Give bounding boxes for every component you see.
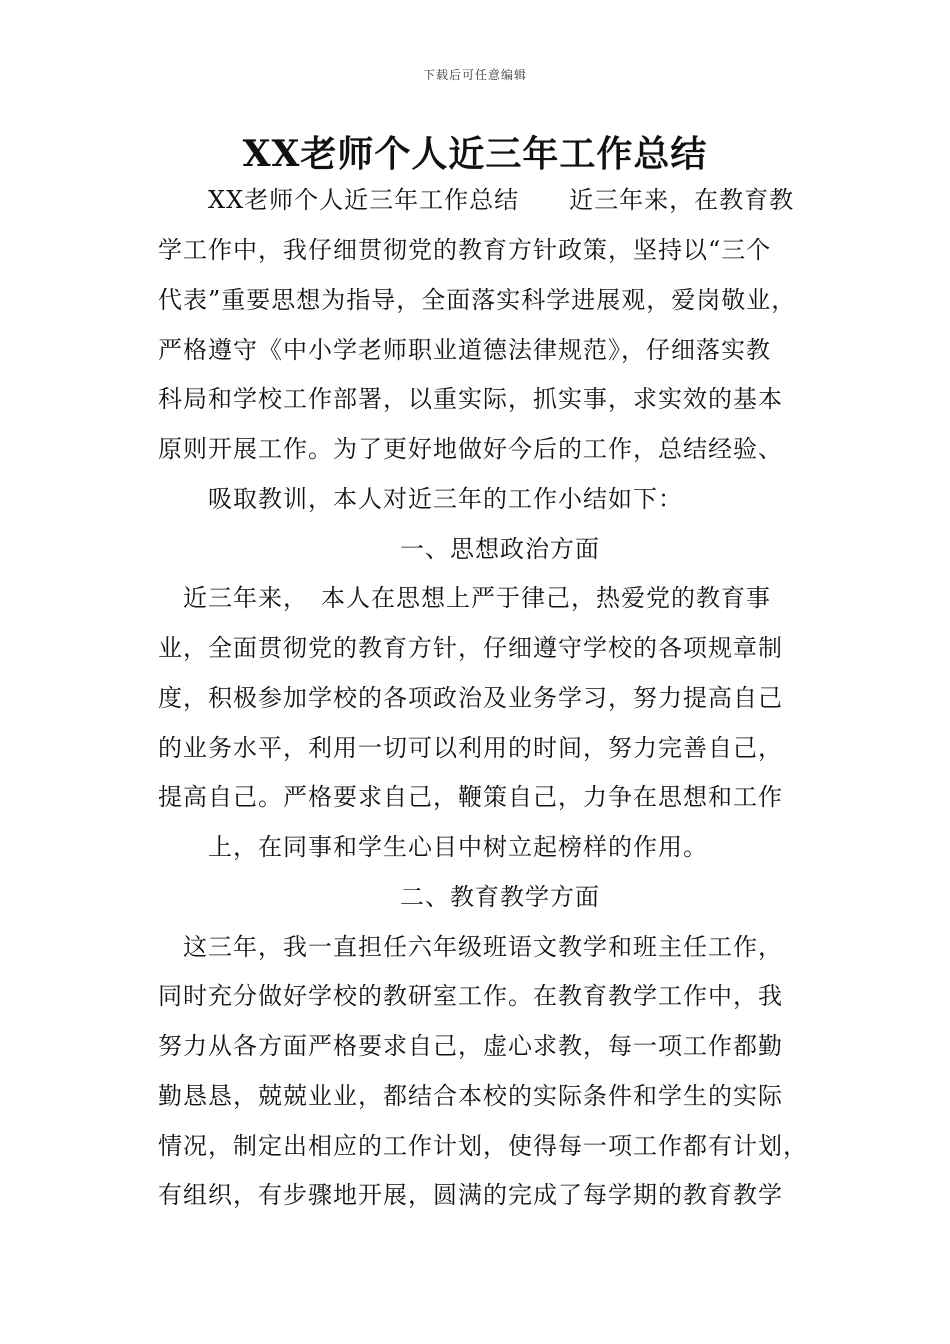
body-line: 近三年来， 本人在思想上严于律己，热爱党的教育事 [158, 584, 771, 612]
body-line: 努力从各方面严格要求自己，虚心求教，每一项工作都勤 [158, 1032, 783, 1060]
section-heading: 二、教育教学方面 [400, 883, 600, 911]
body-line: 提高自己。严格要求自己，鞭策自己，力争在思想和工作 [158, 783, 783, 811]
document-title: XX老师个人近三年工作总结 [242, 133, 708, 175]
body-line: 严格遵守《中小学老师职业道德法律规范》，仔细落实教 [158, 336, 771, 364]
body-line: 业，全面贯彻党的教育方针，仔细遵守学校的各项规章制 [158, 634, 783, 662]
body-line: 学工作中，我仔细贯彻党的教育方针政策，坚持以“三个 [158, 236, 772, 264]
body-line: 代表”重要思想为指导，全面落实科学进展观，爱岗敬业， [158, 286, 797, 314]
body-line: 有组织，有步骤地开展，圆满的完成了每学期的教育教学 [158, 1181, 783, 1209]
body-line: 科局和学校工作部署，以重实际，抓实事，求实效的基本 [158, 385, 783, 413]
body-line: 上，在同事和学生心目中树立起榜样的作用。 [158, 833, 708, 861]
body-line: 度，积极参加学校的各项政治及业务学习，努力提高自己 [158, 684, 783, 712]
body-line: XX老师个人近三年工作总结 近三年来，在教育教 [158, 186, 795, 214]
body-line: 情况，制定出相应的工作计划，使得每一项工作都有计划， [158, 1132, 808, 1160]
body-line: 这三年，我一直担任六年级班语文教学和班主任工作， [158, 933, 783, 961]
section-heading: 一、思想政治方面 [400, 535, 600, 563]
body-line: 同时充分做好学校的教研室工作。在教育教学工作中，我 [158, 982, 783, 1010]
body-line: 勤恳恳，兢兢业业，都结合本校的实际条件和学生的实际 [158, 1082, 783, 1110]
body-line: 吸取教训，本人对近三年的工作小结如下： [158, 485, 683, 513]
body-line: 原则开展工作。为了更好地做好今后的工作，总结经验、 [158, 435, 783, 463]
header-note: 下载后可任意编辑 [422, 68, 527, 82]
body-line: 的业务水平，利用一切可以利用的时间，努力完善自己， [158, 734, 783, 762]
